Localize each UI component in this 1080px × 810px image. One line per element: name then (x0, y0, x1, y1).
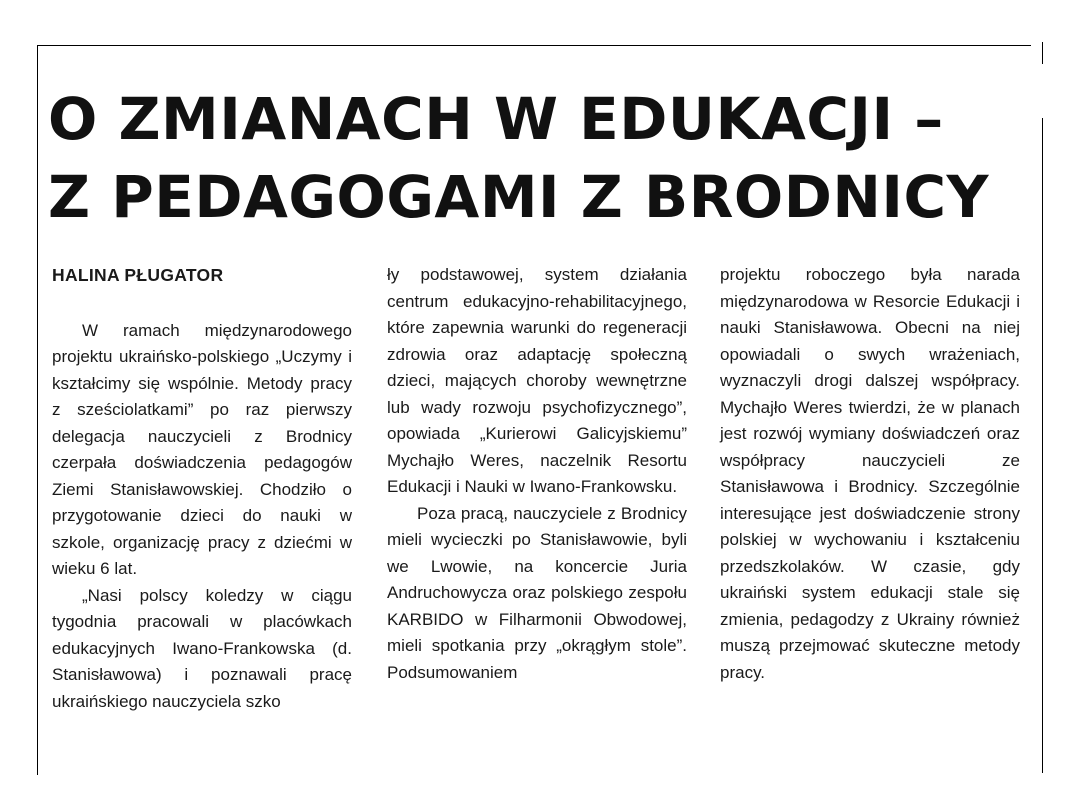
right-border-tick (1042, 42, 1043, 64)
left-border-rule (37, 45, 38, 775)
column-1-paragraph-1: W ramach międzynarodowego projektu ukraińsko-polskiego „Uczymy i kształcimy się wspólnie. Metody pracy z sześciolatkami” po raz pierwszy delegacja nauczycieli z Brodnicy czerpała doświadczenia pedagogów Ziemi Stanisławowskiej. Chodziło o przygotowanie dzieci do nauki w szkole, organizację pracy z dziećmi w wieku 6 lat. (52, 320, 352, 578)
headline-line-2: Z PEDAGOGAMI Z BRODNICY (48, 163, 990, 231)
headline-line-1: O ZMIANACH W EDUKACJI – (48, 85, 944, 153)
column-2-paragraph-2: Poza pracą, nauczyciele z Brodnicy mieli wycieczki po Stanisławowie, byli we Lwowie, na koncercie Juria Andruchowycza oraz polskiego zespołu KARBIDO w Filharmonii Obwodowej, mieli spotkania przy „okrągłym stole”. Podsumowaniem (387, 503, 687, 682)
article-column-3 (720, 262, 1020, 686)
column-2-paragraph-1: ły podstawowej, system działania centrum edukacyjno-rehabilitacyjnego, które zapewnia warunki do regeneracji zdrowia oraz adaptację społeczną dzieci, mających choroby wewnętrzne lub wady rozwoju psychofizycznego”, opowiada „Kurierowi Galicyjskiemu” Mychajło Weres, naczelnik Resortu Edukacji i Nauki w Iwano-Frankowsku. (387, 265, 687, 496)
column-3-paragraph-1: projektu roboczego była narada międzynarodowa w Resorcie Edukacji i nauki Stanisławowa. Obecni na niej opowiadali o swych wrażeniach, wyznaczyli drogi dalszej współpracy. Mychajło Weres twierdzi, że w planach jest rozwój wymiany doświadczeń oraz współpracy nauczycieli ze Stanisławowa i Brodnicy. Szczególnie interesujące jest doświadczenie strony polskiej w wychowaniu i kształceniu przedszkolaków. W czasie, gdy ukraiński system edukacji stale się zmienia, pedagodzy z Ukrainy również muszą przejmować skuteczne metody pracy. (720, 265, 1020, 682)
column-1-paragraph-2: „Nasi polscy koledzy w ciągu tygodnia pracowali w placówkach edukacyjnych Iwano-Frankowska (d. Stanisławowa) i poznawali pracę ukraińskiego nauczyciela szko (52, 585, 352, 711)
article-headline (48, 80, 1033, 236)
article-column-2 (387, 262, 687, 686)
author-byline: HALINA PŁUGATOR (52, 265, 224, 285)
article-column-1 (52, 262, 352, 715)
right-border-rule (1042, 118, 1043, 773)
top-border-rule (37, 45, 1031, 46)
